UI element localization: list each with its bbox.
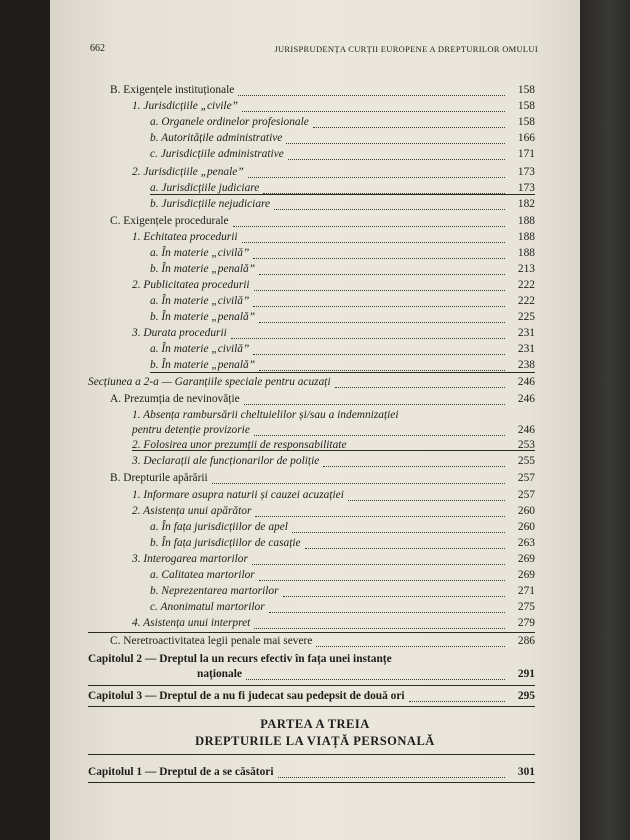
leader-dots xyxy=(238,80,505,96)
toc-entry-page: 225 xyxy=(517,311,535,323)
leader-dots xyxy=(248,162,505,178)
toc-entry-title: 1. Jurisdicțiile „civile” xyxy=(132,100,238,112)
book-page xyxy=(50,0,580,840)
page-number: 662 xyxy=(90,43,105,54)
leader-dots xyxy=(254,420,505,436)
toc-entry-title: B. Exigențele instituționale xyxy=(110,84,235,96)
toc-entry-page: 222 xyxy=(517,279,535,291)
toc-entry-page: 182 xyxy=(517,198,535,210)
leader-dots xyxy=(254,275,505,291)
toc-entry-page: 269 xyxy=(517,553,535,565)
toc-entry-page: 246 xyxy=(517,376,535,388)
divider xyxy=(88,754,535,755)
toc-entry-title: 1. Informare asupra naturii și cauzei acuzației xyxy=(132,489,344,501)
toc-entry xyxy=(132,616,535,632)
toc-entry-title: a. Calitatea martorilor xyxy=(150,569,255,581)
toc-entry-page: 246 xyxy=(517,424,535,436)
toc-entry-page: 173 xyxy=(517,166,535,178)
toc-entry-title: 3. Interogarea martorilor xyxy=(132,553,248,565)
page-edge xyxy=(580,0,630,840)
toc-entry-title: A. Prezumția de nevinovăție xyxy=(110,393,240,405)
leader-dots xyxy=(283,581,505,597)
toc-entry-page: 271 xyxy=(517,585,535,597)
leader-dots xyxy=(286,128,505,144)
leader-dots xyxy=(242,96,505,112)
toc-entry-page: 166 xyxy=(517,132,535,144)
toc-entry-title: a. În materie „civilă” xyxy=(150,343,250,355)
toc-entry-page: 263 xyxy=(517,537,535,549)
leader-dots xyxy=(263,178,505,194)
toc-entry-page: 231 xyxy=(517,343,535,355)
toc-entry-title: a. În fața jurisdicțiilor de apel xyxy=(150,521,288,533)
leader-dots xyxy=(351,435,505,451)
leader-dots xyxy=(259,355,505,371)
leader-dots xyxy=(316,631,505,647)
toc-entry-page: 260 xyxy=(517,521,535,533)
toc-entry xyxy=(150,147,535,163)
toc-entry-title: 2. Publicitatea procedurii xyxy=(132,279,250,291)
toc-entry-title: 3. Durata procedurii xyxy=(132,327,227,339)
leader-dots xyxy=(348,485,505,501)
toc-entry-title: a. Organele ordinelor profesionale xyxy=(150,116,309,128)
toc-entry-page: 246 xyxy=(517,393,535,405)
leader-dots xyxy=(242,227,505,243)
leader-dots xyxy=(288,144,505,160)
leader-dots xyxy=(259,307,505,323)
toc-entry-title: Capitolul 3 — Dreptul de a nu fi judecat sau pedepsit de două ori xyxy=(88,690,405,702)
toc-entry-title: Capitolul 2 — Dreptul la un recurs efectiv în fața unei instanțe xyxy=(88,653,392,665)
toc-entry-title: b. Autoritățile administrative xyxy=(150,132,283,144)
leader-dots xyxy=(305,533,505,549)
toc-entry-title: a. Jurisdicțiile judiciare xyxy=(150,182,260,194)
toc-entry-page: 173 xyxy=(517,182,535,194)
toc-entry-title: B. Drepturile apărării xyxy=(110,472,208,484)
toc-entry-page: 301 xyxy=(517,766,535,778)
part-title-line1: PARTEA A TREIA xyxy=(260,717,370,731)
toc-entry-page: 295 xyxy=(517,690,535,702)
toc-entry-page: 222 xyxy=(517,295,535,307)
leader-dots xyxy=(255,501,505,517)
leader-dots xyxy=(254,613,505,629)
toc-entry-title: 2. Asistența unui apărător xyxy=(132,505,252,517)
leader-dots xyxy=(244,389,505,405)
toc-entry-page: 255 xyxy=(517,455,535,467)
toc-entry-page: 171 xyxy=(517,148,535,160)
toc-entry xyxy=(88,689,535,705)
toc-entry-title: 4. Asistența unui interpret xyxy=(132,617,251,629)
toc-entry-title: b. Jurisdicțiile nejudiciare xyxy=(150,198,271,210)
toc-entry-page: 158 xyxy=(517,116,535,128)
toc-entry-page: 269 xyxy=(517,569,535,581)
toc-entry-page: 291 xyxy=(517,668,535,680)
toc-entry-title: naționale xyxy=(197,668,242,680)
toc-entry-page: 188 xyxy=(517,247,535,259)
toc-entry-page: 279 xyxy=(517,617,535,629)
leader-dots xyxy=(323,451,505,467)
leader-dots xyxy=(269,597,505,613)
toc-entry-page: 188 xyxy=(517,231,535,243)
toc-entry-page: 213 xyxy=(517,263,535,275)
toc-entry-title: C. Exigențele procedurale xyxy=(110,215,229,227)
toc-entry-title: Secțiunea a 2-a — Garanțiile speciale pentru acuzați xyxy=(88,376,331,388)
running-title: JURISPRUDENȚA CURȚII EUROPENE A DREPTURILOR OMULUI xyxy=(274,44,538,54)
leader-dots xyxy=(253,339,505,355)
leader-dots xyxy=(246,664,505,680)
leader-dots xyxy=(231,323,505,339)
divider xyxy=(150,194,535,195)
toc-entry xyxy=(88,765,535,781)
toc-entry-page: 188 xyxy=(517,215,535,227)
leader-dots xyxy=(278,762,505,778)
leader-dots xyxy=(259,259,505,275)
toc-entry-title: a. În materie „civilă” xyxy=(150,247,250,259)
toc-entry-title: Capitolul 1 — Dreptul de a se căsători xyxy=(88,766,274,778)
toc-entry-title: b. În materie „penală” xyxy=(150,311,256,323)
toc-entry-page: 275 xyxy=(517,601,535,613)
leader-dots xyxy=(274,194,505,210)
leader-dots xyxy=(253,291,505,307)
toc-entry-page: 253 xyxy=(517,439,535,451)
toc-entry xyxy=(110,634,535,650)
toc-entry-page: 260 xyxy=(517,505,535,517)
toc-entry-title: b. În materie „penală” xyxy=(150,263,256,275)
toc-entry-title: 2. Jurisdicțiile „penale” xyxy=(132,166,244,178)
toc-entry-title: c. Anonimatul martorilor xyxy=(150,601,265,613)
toc-entry-title: 3. Declarații ale funcționarilor de poliție xyxy=(132,455,320,467)
toc-entry-title: c. Jurisdicțiile administrative xyxy=(150,148,284,160)
toc-entry-title: 1. Echitatea procedurii xyxy=(132,231,238,243)
toc-entry-page: 158 xyxy=(517,100,535,112)
divider xyxy=(88,782,535,783)
divider xyxy=(132,450,535,451)
leader-dots xyxy=(212,468,505,484)
toc-entry-page: 286 xyxy=(517,635,535,647)
leader-dots xyxy=(313,112,505,128)
divider xyxy=(150,372,535,373)
divider xyxy=(88,632,535,633)
leader-dots xyxy=(335,372,505,388)
leader-dots xyxy=(253,243,505,259)
leader-dots xyxy=(409,686,505,702)
leader-dots xyxy=(233,211,505,227)
toc-entry-title: b. În materie „penală” xyxy=(150,359,256,371)
toc-entry-title: 1. Absența rambursării cheltuielilor și/sau a indemnizației xyxy=(132,409,399,421)
toc-entry xyxy=(110,392,535,408)
toc-entry-title: b. În fața jurisdicțiilor de casație xyxy=(150,537,301,549)
toc-entry-page: 238 xyxy=(517,359,535,371)
page-header xyxy=(90,43,538,57)
part-title-line2: DREPTURILE LA VIAȚĂ PERSONALĂ xyxy=(195,734,435,748)
toc-entry-page: 231 xyxy=(517,327,535,339)
toc-entry xyxy=(197,667,535,683)
leader-dots xyxy=(259,565,505,581)
toc-entry-title: pentru detenție provizorie xyxy=(132,424,250,436)
toc-entry-title: 2. Folosirea unor prezumții de responsabilitate xyxy=(132,439,347,451)
leader-dots xyxy=(292,517,505,533)
toc-entry-title: C. Neretroactivitatea legii penale mai severe xyxy=(110,635,313,647)
toc-entry-title: a. În materie „civilă” xyxy=(150,295,250,307)
divider xyxy=(88,706,535,707)
toc-entry-page: 257 xyxy=(517,489,535,501)
leader-dots xyxy=(252,549,505,565)
divider xyxy=(88,685,535,686)
toc-entry-page: 158 xyxy=(517,84,535,96)
toc-entry-title: b. Neprezentarea martorilor xyxy=(150,585,279,597)
toc-entry-page: 257 xyxy=(517,472,535,484)
